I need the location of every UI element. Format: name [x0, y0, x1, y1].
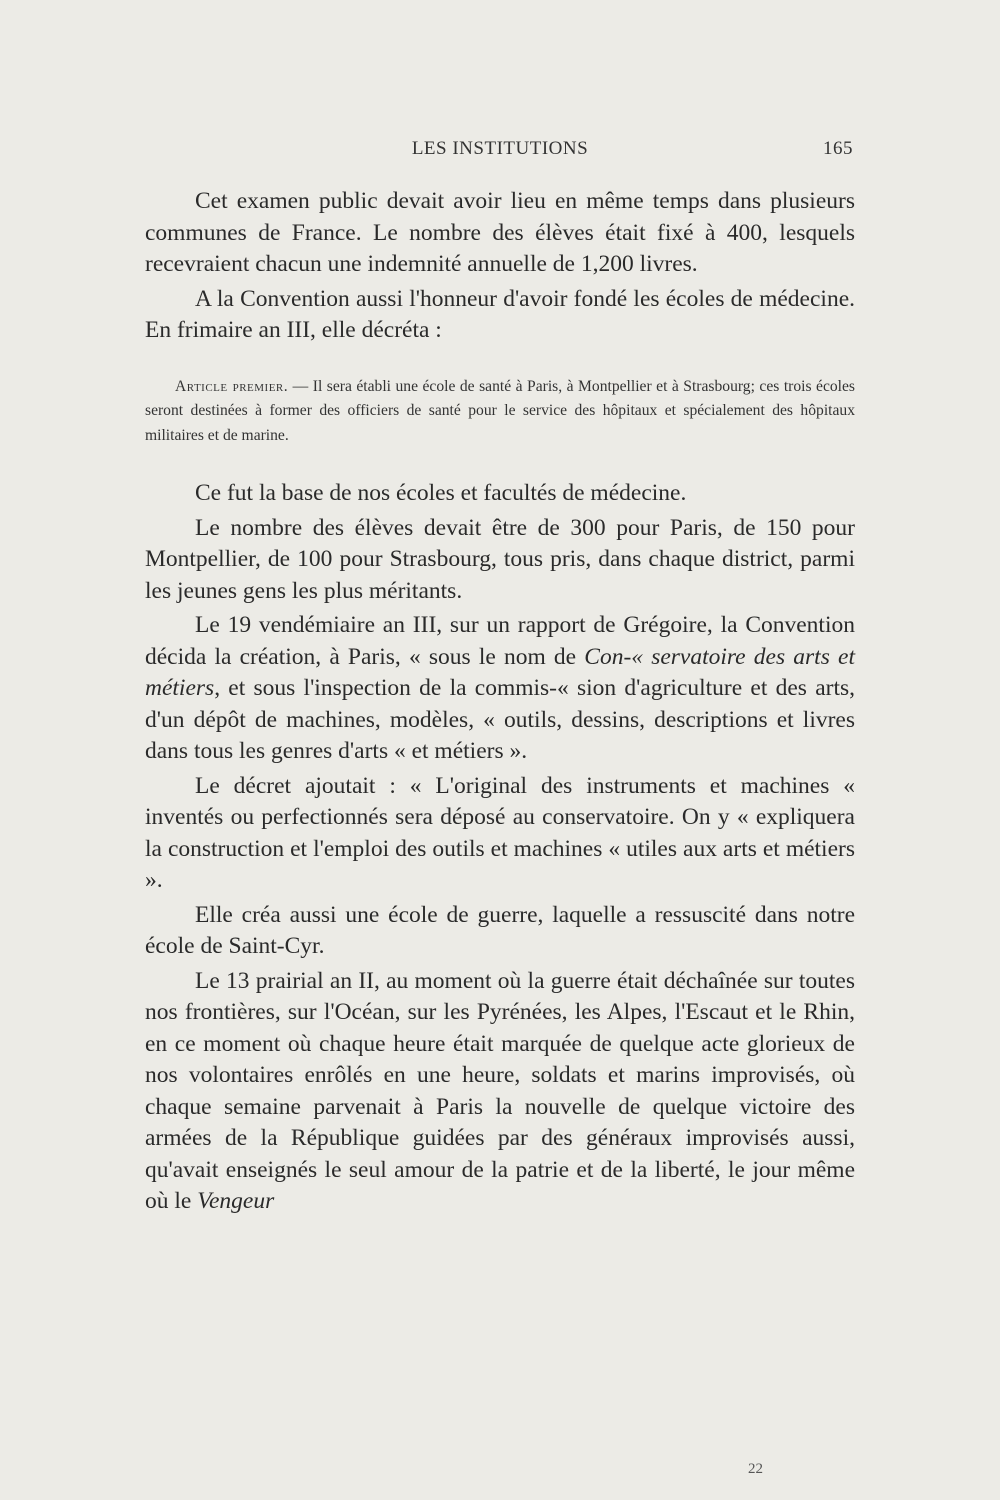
- signature-mark: 22: [748, 1461, 763, 1477]
- paragraph-2: A la Convention aussi l'honneur d'avoir fondé les écoles de médecine. En frimaire an III, elle décréta :: [145, 285, 855, 343]
- decree-text: — Il sera établi une école de santé à Paris, à Montpellier et à Strasbourg; ces trois écoles seront destinées à former des officiers de santé pour le service des hôpitaux et spécialement des hôpitaux militaires et de marine.: [145, 377, 855, 444]
- paragraph-3: Ce fut la base de nos écoles et facultés de médecine.: [195, 480, 687, 506]
- paragraph-5-italic: Con-« servatoire des arts et métiers: [145, 643, 855, 701]
- decree-label: Article premier.: [175, 377, 289, 395]
- running-header: [145, 138, 855, 168]
- paragraph-8-italic: Vengeur: [197, 1188, 275, 1214]
- paragraph-8: [145, 966, 855, 1218]
- paragraph-7: Elle créa aussi une école de guerre, laquelle a ressuscité dans notre école de Saint-Cyr.: [145, 901, 855, 959]
- paragraph-8-text: Le 13 prairial an II, au moment où la guerre était déchaînée sur toutes nos frontières, sur l'Océan, sur les Pyrénées, les Alpes, l'Escaut et le Rhin, en ce moment où chaque heure était marquée de quelque acte glorieux de nos volontaires enrôlés en une heure, soldats et marins improvisés, où chaque semaine parvenait à Paris la nouvelle de quelque victoire des armées de la République guidées par des généraux improvisés aussi, qu'avait enseignés le seul amour de la patrie et de la liberté, le jour même où le: [145, 967, 855, 1214]
- page-number: 165: [823, 138, 853, 159]
- paragraph-1: Cet examen public devait avoir lieu en même temps dans plusieurs communes de France. Le nombre des élèves était fixé à 400, lesquels recevraient chacun une indemnité annuelle de 1,200 livres.: [145, 188, 855, 277]
- paragraph-5-end: , et sous l'inspection de la commis-« sion d'agriculture et des arts, d'un dépôt de machines, modèles, « outils, dessins, descriptions et livres dans tous les genres d'arts « et métiers ».: [145, 675, 855, 764]
- decree-quote: [145, 375, 855, 449]
- paragraph-5-start: Le 19 vendémiaire an III, sur un rapport de Grégoire, la Convention décida la création, à Paris, « sous le nom de: [145, 612, 855, 670]
- paragraph-6: Le décret ajoutait : « L'original des instruments et machines « inventés ou perfectionnés sera déposé au conservatoire. On y « expliquera la construction et l'emploi des outils et machines « utiles aux arts et métiers ».: [145, 772, 855, 893]
- page: [145, 138, 855, 1218]
- paragraph-4: Le nombre des élèves devait être de 300 pour Paris, de 150 pour Montpellier, de 100 pour Strasbourg, tous pris, dans chaque district, parmi les jeunes gens les plus méritants.: [145, 514, 855, 604]
- paragraph-5: [145, 610, 855, 768]
- running-title: LES INSTITUTIONS: [411, 138, 589, 159]
